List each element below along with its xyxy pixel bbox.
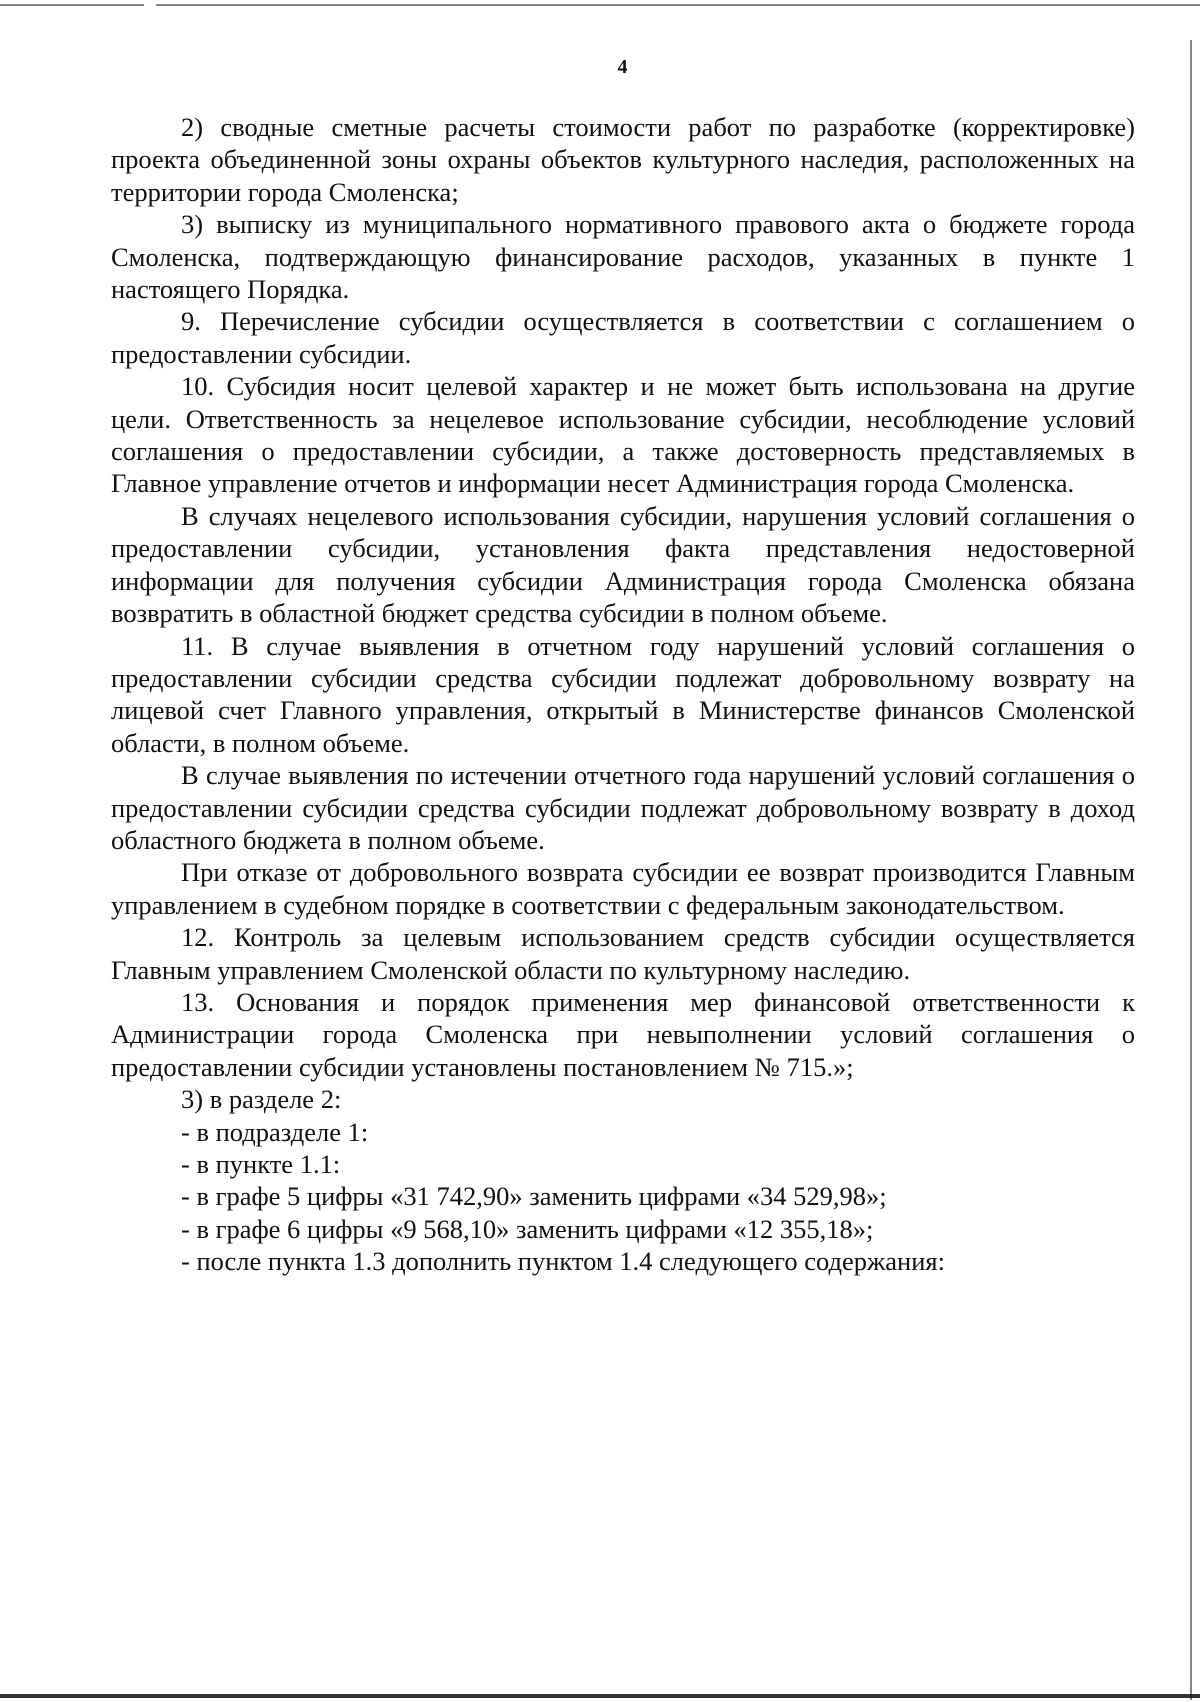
paragraph-item-2: 2) сводные сметные расчеты стоимости работ по разработке (корректировке) проекта объединенной зоны охраны объектов культурного наследия, расположенных на территории города Смоленска;	[111, 112, 1135, 207]
list-line-column-5: - в графе 5 цифры «31 742,90» заменить цифрами «34 529,98»;	[181, 1181, 887, 1212]
list-line-section-2: 3) в разделе 2:	[181, 1084, 342, 1115]
list-line-add-point-1-4: - после пункта 1.3 дополнить пунктом 1.4 следующего содержания:	[181, 1246, 945, 1277]
paragraph-clause-10-cont: В случаях нецелевого использования субсидии, нарушения условий соглашения о предоставлении субсидии, установления факта представления недостоверной информации для получения субсидии Администрация города Смоленска обязана возвратить в областной бюджет средства субсидии в полном объеме.	[111, 500, 1135, 629]
scan-edge-top	[0, 4, 1200, 6]
document-body	[111, 111, 1135, 1278]
paragraph-clause-11: 11. В случае выявления в отчетном году нарушений условий соглашения о предоставлении субсидии средства субсидии подлежат добровольному возврату на лицевой счет Главного управления, открытый в Министерстве финансов Смоленской области, в полном объеме.	[111, 630, 1135, 758]
paragraph-clause-12: 12. Контроль за целевым использованием средств субсидии осуществляется Главным управлением Смоленской области по культурному наследию.	[111, 922, 1135, 985]
paragraph-clause-10: 10. Субсидия носит целевой характер и не может быть использована на другие цели. Ответственность за нецелевое использование субсидии, несоблюдение условий соглашения о предоставлении субсидии, а также достоверность представляемых в Главное управление отчетов и информации несет Администрация города Смоленска.	[111, 371, 1135, 499]
paragraph-clause-11-refusal: При отказе от добровольного возврата субсидии ее возврат производится Главным управлением в судебном порядке в соответствии с федеральным законодательством.	[111, 857, 1135, 920]
paragraph-clause-11-cont: В случае выявления по истечении отчетного года нарушений условий соглашения о предоставлении субсидии средства субсидии подлежат добровольному возврату в доход областного бюджета в полном объеме.	[111, 760, 1135, 855]
list-line-column-6: - в графе 6 цифры «9 568,10» заменить цифрами «12 355,18»;	[181, 1213, 874, 1244]
paragraph-clause-13: 13. Основания и порядок применения мер финансовой ответственности к Администрации города Смоленска при невыполнении условий соглашения о предоставлении субсидии установлены постановлением № 715.»;	[111, 986, 1135, 1082]
list-line-subsection-1: - в подразделе 1:	[181, 1116, 369, 1147]
list-line-point-1-1: - в пункте 1.1:	[181, 1149, 341, 1179]
scan-edge-right	[1190, 40, 1192, 1700]
paragraph-item-3: 3) выписку из муниципального нормативного правового акта о бюджете города Смоленска, подтверждающую финансирование расходов, указанных в пункте 1 настоящего Порядка.	[111, 209, 1135, 305]
paragraph-clause-9: 9. Перечисление субсидии осуществляется в соответствии с соглашением о предоставлении субсидии.	[111, 306, 1135, 369]
page-number: 4	[617, 56, 628, 78]
scan-edge-bottom	[0, 1694, 1200, 1698]
